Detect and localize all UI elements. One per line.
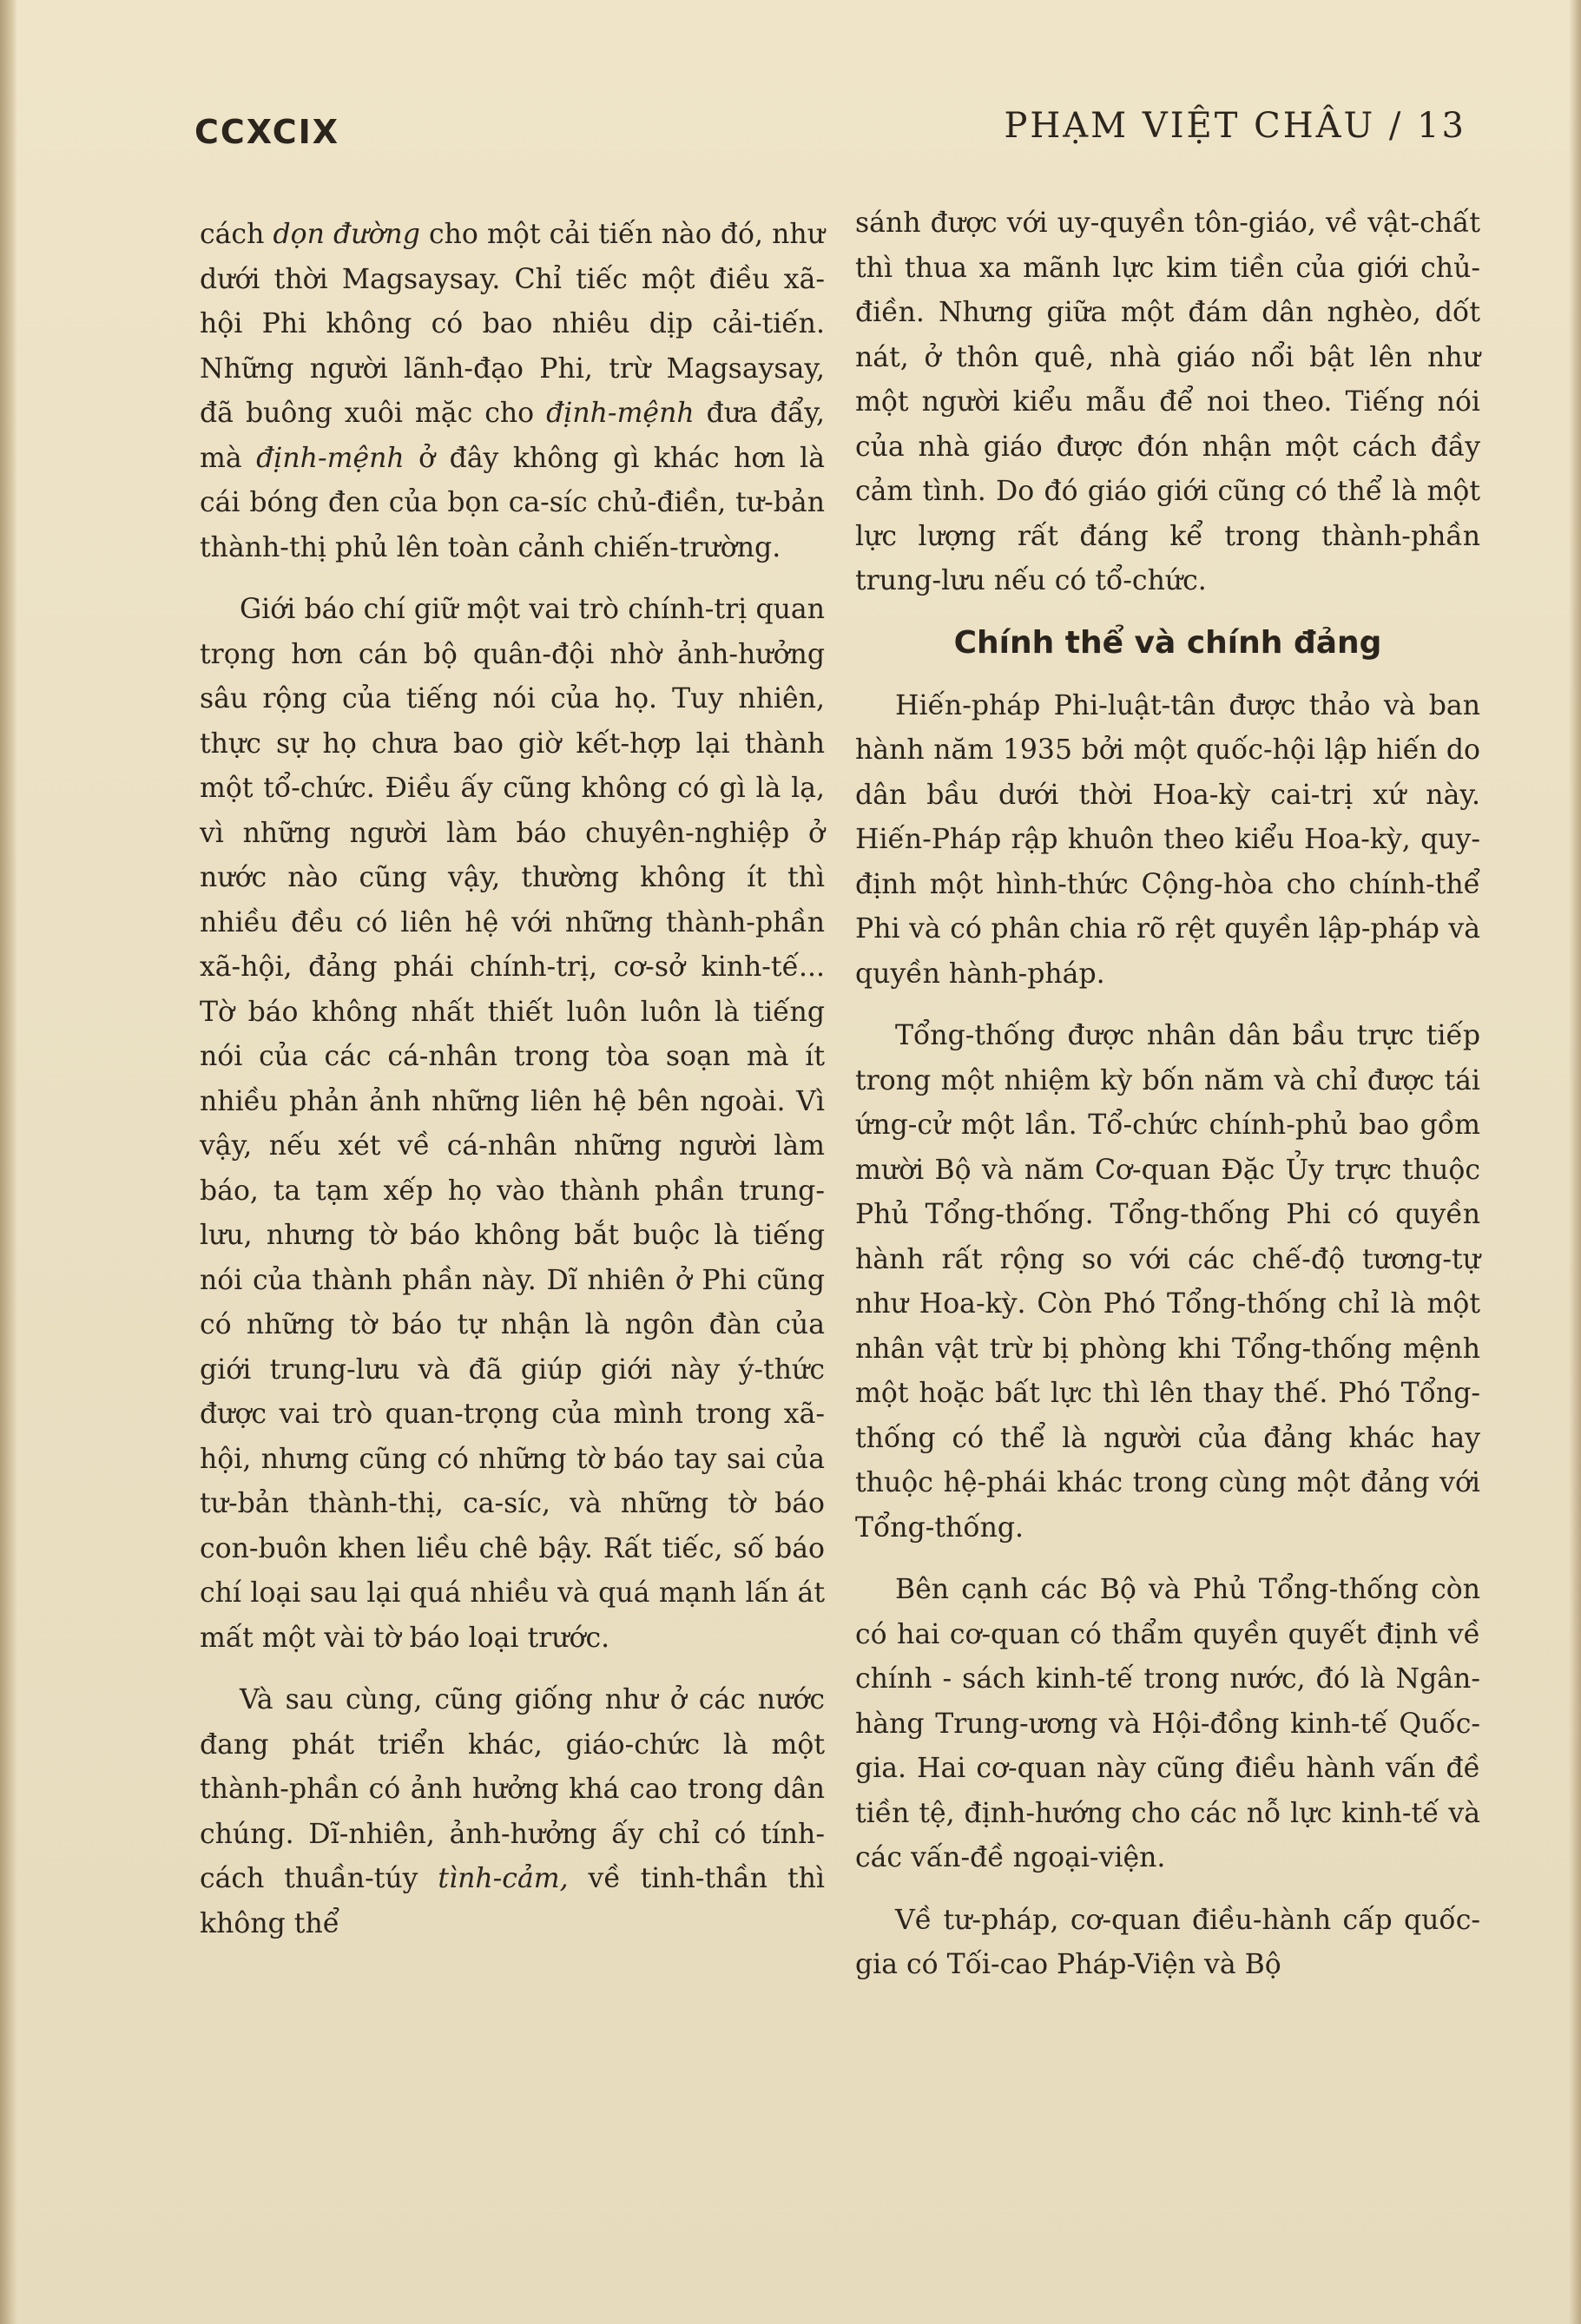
running-head: [0, 106, 1581, 158]
page-edge-shadow-right: [1569, 0, 1581, 2324]
text-run: ở đây không gì khác hơn là cái bóng đen của bọn ca-síc chủ-điền, tư-bản thành-thị phủ lên toàn cảnh chiến-trường.: [200, 442, 825, 563]
page-edge-shadow-left: [0, 0, 17, 2324]
italic-run: dọn đường: [273, 219, 420, 250]
section-heading: Chính thể và chính đảng: [953, 624, 1382, 661]
italic-run: định-mệnh: [256, 442, 405, 474]
right-paragraph-5: Về tư-pháp, cơ-quan điều-hành cấp quốc-gia có Tối-cao Pháp-Viện và Bộ: [855, 1904, 1480, 1980]
text-run: cách: [200, 219, 273, 250]
text-run: Và sau cùng, cũng giống như ở các nước đang phát triển khác, giáo-chức là một thành-phần có ảnh hưởng khá cao trong dân chúng. Dĩ-nhiên, ảnh-hưởng ấy chỉ có tính-cách thuần-túy: [200, 1684, 825, 1894]
left-column: [200, 213, 825, 1964]
left-paragraph-1: [200, 213, 825, 570]
right-paragraph-3: Tổng-thống được nhân dân bầu trực tiếp trong một nhiệm kỳ bốn năm và chỉ được tái ứng-cử một lần. Tổ-chức chính-phủ bao gồm mười Bộ và năm Cơ-quan Đặc Ủy trực thuộc Phủ Tổng-thống. Tổng-thống Phi có quyền hành rất rộng so với các chế-độ tương-tự như Hoa-kỳ. Còn Phó Tổng-thống chỉ là một nhân vật trừ bị phòng khi Tổng-thống mệnh một hoặc bất lực thì lên thay thế. Phó Tổng-thống có thể là người của đảng khác hay thuộc hệ-phái khác trong cùng một đảng với Tổng-thống.: [855, 1020, 1480, 1544]
text-run: cho một cải tiến nào đó, như dưới thời Magsaysay. Chỉ tiếc một điều xã-hội Phi không có bao nhiêu dịp cải-tiến. Những người lãnh-đạo Phi, trừ Magsaysay, đã buông xuôi mặc cho: [200, 219, 825, 429]
italic-run: định-mệnh: [546, 398, 695, 429]
left-paragraph-3: [200, 1678, 825, 1946]
text-run: đưa đẩy, mà: [200, 398, 825, 474]
right-column: [855, 201, 1480, 2005]
italic-run: tình-cảm,: [438, 1863, 569, 1894]
running-head-left: CCXCIX: [194, 113, 340, 151]
right-paragraph-1: sánh được với uy-quyền tôn-giáo, về vật-chất thì thua xa mãnh lực kim tiền của giới chủ-điền. Nhưng giữa một đám dân nghèo, dốt nát, ở thôn quê, nhà giáo nổi bật lên như một người kiểu mẫu để noi theo. Tiếng nói của nhà giáo được đón nhận một cách đầy cảm tình. Do đó giáo giới cũng có thể là một lực lượng rất đáng kể trong thành-phần trung-lưu nếu có tổ-chức.: [855, 207, 1480, 596]
running-head-right: PHẠM VIỆT CHÂU / 13: [1004, 106, 1466, 146]
left-paragraph-2: Giới báo chí giữ một vai trò chính-trị quan trọng hơn cán bộ quân-đội nhờ ảnh-hưởng sâu rộng của tiếng nói của họ. Tuy nhiên, thực sự họ chưa bao giờ kết-hợp lại thành một tổ-chức. Điều ấy cũng không có gì là lạ, vì những người làm báo chuyên-nghiệp ở nước nào cũng vậy, thường không ít thì nhiều đều có liên hệ với những thành-phần xã-hội, đảng phái chính-trị, cơ-sở kinh-tế... Tờ báo không nhất thiết luôn luôn là tiếng nói của các cá-nhân trong tòa soạn mà ít nhiều phản ảnh những liên hệ bên ngoài. Vì vậy, nếu xét về cá-nhân những người làm báo, ta tạm xếp họ vào thành phần trung-lưu, nhưng tờ báo không bắt buộc là tiếng nói của thành phần này. Dĩ nhiên ở Phi cũng có những tờ báo tự nhận là ngôn đàn của giới trung-lưu và đã giúp giới này ý-thức được vai trò quan-trọng của mình trong xã-hội, nhưng cũng có những tờ báo tay sai của tư-bản thành-thị, ca-síc, và những tờ báo con-buôn khen liều chê bậy. Rất tiếc, số báo chí loại sau lại quá nhiều và quá mạnh lấn át mất một vài tờ báo loại trước.: [200, 594, 825, 1654]
right-paragraph-4: Bên cạnh các Bộ và Phủ Tổng-thống còn có hai cơ-quan có thẩm quyền quyết định về chính - sách kinh-tế trong nước, đó là Ngân-hàng Trung-ương và Hội-đồng kinh-tế Quốc-gia. Hai cơ-quan này cũng điều hành vấn đề tiền tệ, định-hướng cho các nỗ lực kinh-tế và các vấn-đề ngoại-viện.: [855, 1574, 1480, 1873]
right-paragraph-2: Hiến-pháp Phi-luật-tân được thảo và ban hành năm 1935 bởi một quốc-hội lập hiến do dân bầu dưới thời Hoa-kỳ cai-trị xứ này. Hiến-Pháp rập khuôn theo kiểu Hoa-kỳ, quy-định một hình-thức Cộng-hòa cho chính-thể Phi và có phân chia rõ rệt quyền lập-pháp và quyền hành-pháp.: [855, 689, 1480, 990]
text-run: về tinh-thần thì không thể: [200, 1863, 825, 1939]
